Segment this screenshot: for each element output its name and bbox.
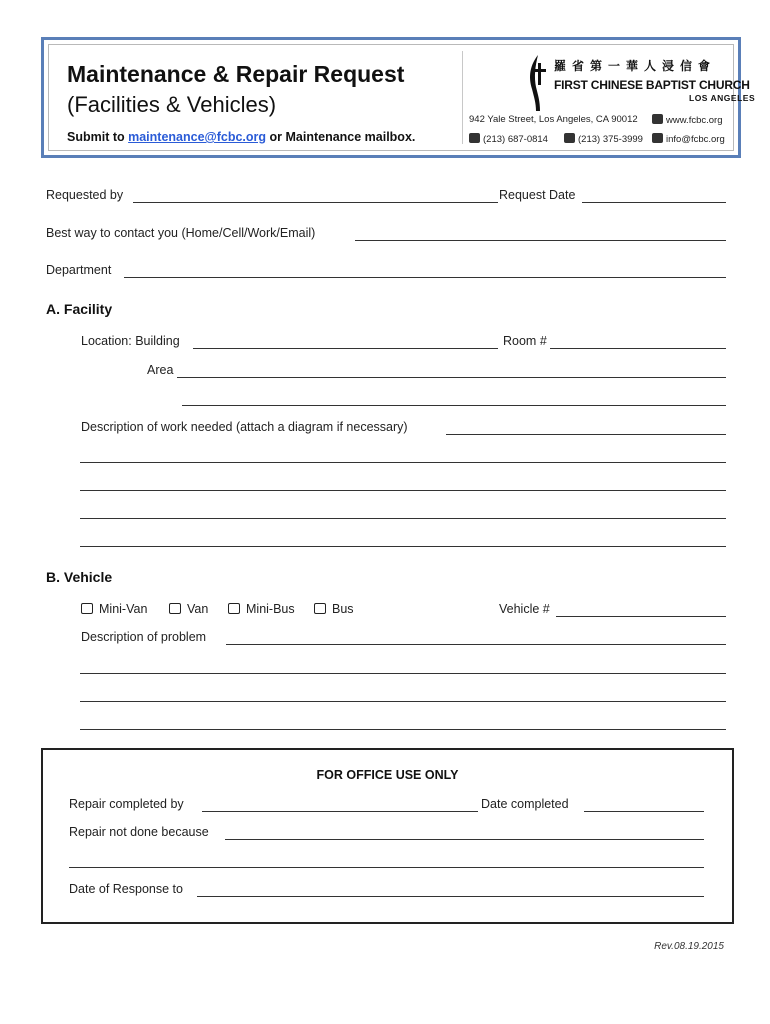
checkbox-icon[interactable] [314,603,326,614]
office-use-box [41,748,734,924]
location-building-field[interactable] [193,348,498,349]
department-field[interactable] [124,277,726,278]
form-header [41,37,756,158]
location-building-label: Location: Building [81,334,180,348]
church-email [652,133,725,145]
requested-by-field[interactable] [133,202,498,203]
vehicle-heading: B. Vehicle [46,569,113,585]
option-mini-van-label: Mini-Van [99,602,148,616]
contact-label: Best way to contact you (Home/Cell/Work/Email) [46,226,316,240]
email-icon [652,133,663,143]
option-bus[interactable] [314,602,354,616]
repair-not-done-label: Repair not done because [69,825,209,839]
header-panel [48,44,756,151]
requested-by-label: Requested by [46,188,124,202]
church-phone-text: (213) 687-0814 [483,134,548,145]
date-completed-label: Date completed [481,797,569,811]
church-website-text: www.fcbc.org [666,115,723,126]
submit-prefix: Submit to [67,130,129,144]
problem-description-line-2[interactable] [80,673,726,674]
vehicle-number-field[interactable] [556,616,726,617]
option-van-label: Van [187,602,209,616]
repair-completed-by-label: Repair completed by [69,797,184,811]
department-label: Department [46,263,112,277]
facility-heading: A. Facility [46,301,113,317]
revision-number: Rev.08.19.2015 [654,941,724,952]
contact-field[interactable] [355,240,726,241]
area-field-line-2[interactable] [182,405,726,406]
globe-icon [652,114,663,124]
form-subtitle: (Facilities & Vehicles) [67,92,277,117]
church-email-text: info@fcbc.org [666,134,725,145]
submit-suffix: or Maintenance mailbox. [266,130,416,144]
area-label: Area [147,363,174,377]
option-bus-label: Bus [332,602,354,616]
repair-not-done-line-2[interactable] [69,867,704,868]
problem-description-label: Description of problem [81,630,207,644]
request-date-field[interactable] [582,202,726,203]
office-use-title: FOR OFFICE USE ONLY [316,768,459,782]
church-name-chinese: 羅省第一華人浸信會 [554,59,717,73]
checkbox-icon[interactable] [81,603,93,614]
date-completed-field[interactable] [584,811,704,812]
problem-description-line-3[interactable] [80,701,726,702]
church-name-english: FIRST CHINESE BAPTIST CHURCH [554,78,750,92]
work-description-field[interactable] [446,434,726,435]
problem-description-line-4[interactable] [80,729,726,730]
work-description-line-4[interactable] [80,518,726,519]
work-description-label: Description of work needed (attach a diagram if necessary) [81,420,408,434]
option-mini-bus[interactable] [228,602,295,616]
form-title: Maintenance & Repair Request [67,61,405,87]
maintenance-email-link[interactable]: maintenance@fcbc.org [128,130,267,144]
church-city: LOS ANGELES [689,93,756,103]
checkbox-icon[interactable] [169,603,181,614]
area-field[interactable] [177,377,726,378]
work-description-line-5[interactable] [80,546,726,547]
request-date-label: Request Date [499,188,576,202]
church-phone [469,133,548,145]
repair-completed-by-field[interactable] [202,811,478,812]
repair-not-done-field[interactable] [225,839,704,840]
option-van[interactable] [169,602,208,616]
work-description-line-2[interactable] [80,462,726,463]
checkbox-icon[interactable] [228,603,240,614]
church-fax-text: (213) 375-3999 [578,134,643,145]
church-fax [564,133,643,145]
problem-description-field[interactable] [226,644,726,645]
date-of-response-label: Date of Response to [69,882,183,896]
header-divider [462,51,463,144]
church-logo-icon [526,55,548,111]
work-description-line-3[interactable] [80,490,726,491]
vehicle-number-label: Vehicle # [499,602,550,616]
option-mini-van[interactable] [81,602,147,616]
submit-instructions [67,130,415,144]
church-address: 942 Yale Street, Los Angeles, CA 90012 [469,114,638,125]
church-website [652,114,723,126]
room-field[interactable] [550,348,726,349]
option-mini-bus-label: Mini-Bus [246,602,295,616]
phone-icon [469,133,480,143]
fax-icon [564,133,575,143]
room-label: Room # [503,334,547,348]
date-of-response-field[interactable] [197,896,704,897]
